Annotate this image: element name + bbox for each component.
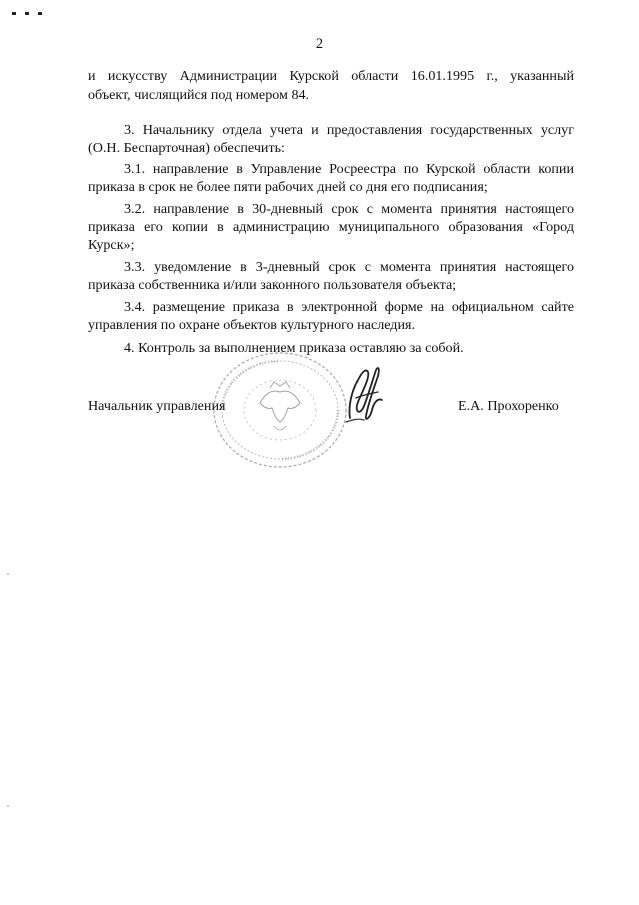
item-3-3-line-1: 3.3. уведомление в 3-дневный срок с момента принятия настоящего: [124, 259, 574, 275]
scan-speck: [7, 573, 9, 575]
item-3-1-line-1: 3.1. направление в Управление Росреестра по Курской области копии: [124, 161, 574, 177]
item-3-1-line-2: приказа в срок не более пяти рабочих дней со дня его подписания;: [88, 179, 488, 195]
item-3-2-line-2: приказа его копии в администрацию муниципального образования «Город: [88, 219, 574, 235]
signature-name: Е.А. Прохоренко: [458, 398, 559, 414]
paragraph-2-line-2: (О.Н. Беспарточная) обеспечить:: [88, 140, 285, 156]
round-seal-icon: [208, 348, 352, 472]
item-3-2-line-1: 3.2. направление в 30-дневный срок с момента принятия настоящего: [124, 201, 574, 217]
page-number: 2: [315, 36, 324, 52]
item-3-2-line-3: Курск»;: [88, 237, 135, 253]
item-3-4-line-2: управления по охране объектов культурного наследия.: [88, 317, 416, 333]
paragraph-1-line-2: объект, числящийся под номером 84.: [88, 87, 310, 103]
scan-marks: [12, 3, 51, 20]
handwritten-signature-icon: [338, 358, 388, 428]
item-3-3-line-2: приказа собственника и/или законного пользователя объекта;: [88, 277, 457, 293]
scan-speck: [7, 805, 9, 807]
item-3-4-line-1: 3.4. размещение приказа в электронной форме на официальном сайте: [124, 299, 574, 315]
paragraph-2-line-1: 3. Начальнику отдела учета и предоставления государственных услуг: [124, 122, 574, 138]
paragraph-4: 4. Контроль за выполнением приказа оставляю за собой.: [124, 340, 464, 356]
signature-position: Начальник управления: [88, 398, 226, 414]
paragraph-1-line-1: и искусству Администрации Курской области 16.01.1995 г., указанный: [88, 68, 574, 84]
